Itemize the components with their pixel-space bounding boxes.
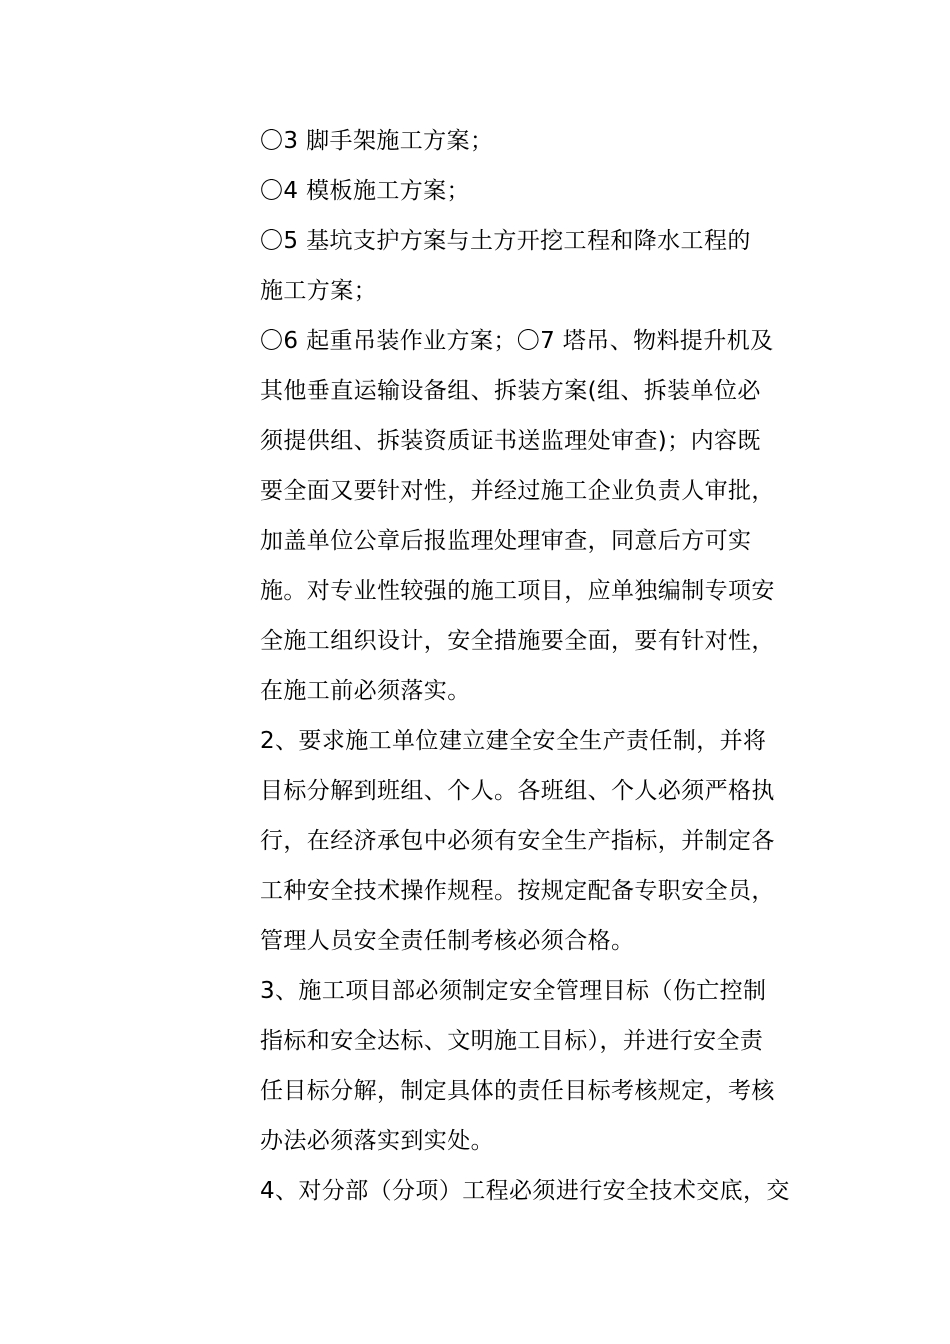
- text-line-2: 〇4 模板施工方案；: [260, 178, 470, 204]
- text-line-20: 任目标分解，制定具体的责任目标考核规定，考核: [260, 1078, 775, 1104]
- text-line-22: 4、对分部（分项）工程必须进行安全技术交底，交: [260, 1178, 790, 1204]
- text-line-16: 工种安全技术操作规程。按规定配备专职安全员，: [260, 878, 775, 904]
- text-line-17: 管理人员安全责任制考核必须合格。: [260, 928, 635, 954]
- text-line-9: 加盖单位公章后报监理处理审查，同意后方可实: [260, 528, 752, 554]
- text-line-10: 施。对专业性较强的施工项目，应单独编制专项安: [260, 578, 775, 604]
- text-line-4: 施工方案；: [260, 278, 377, 304]
- text-line-11: 全施工组织设计，安全措施要全面，要有针对性，: [260, 628, 775, 654]
- text-line-1: 〇3 脚手架施工方案；: [260, 128, 494, 154]
- text-line-12: 在施工前必须落实。: [260, 678, 471, 704]
- text-line-5: 〇6 起重吊装作业方案；〇7 塔吊、物料提升机及: [260, 328, 774, 354]
- text-line-3: 〇5 基坑支护方案与土方开挖工程和降水工程的: [260, 228, 751, 254]
- text-line-7: 须提供组、拆装资质证书送监理处审查)；内容既: [260, 428, 761, 454]
- text-line-8: 要全面又要针对性，并经过施工企业负责人审批，: [260, 478, 775, 504]
- text-line-13: 2、要求施工单位建立建全安全生产责任制，并将: [260, 728, 767, 754]
- text-line-15: 行，在经济承包中必须有安全生产指标，并制定各: [260, 828, 775, 854]
- text-line-19: 指标和安全达标、文明施工目标），并进行安全责: [260, 1028, 764, 1054]
- text-line-14: 目标分解到班组、个人。各班组、个人必须严格执: [260, 778, 775, 804]
- text-line-21: 办法必须落实到实处。: [260, 1128, 494, 1154]
- text-line-6: 其他垂直运输设备组、拆装方案(组、拆装单位必: [260, 378, 761, 404]
- text-line-18: 3、施工项目部必须制定安全管理目标（伤亡控制: [260, 978, 767, 1004]
